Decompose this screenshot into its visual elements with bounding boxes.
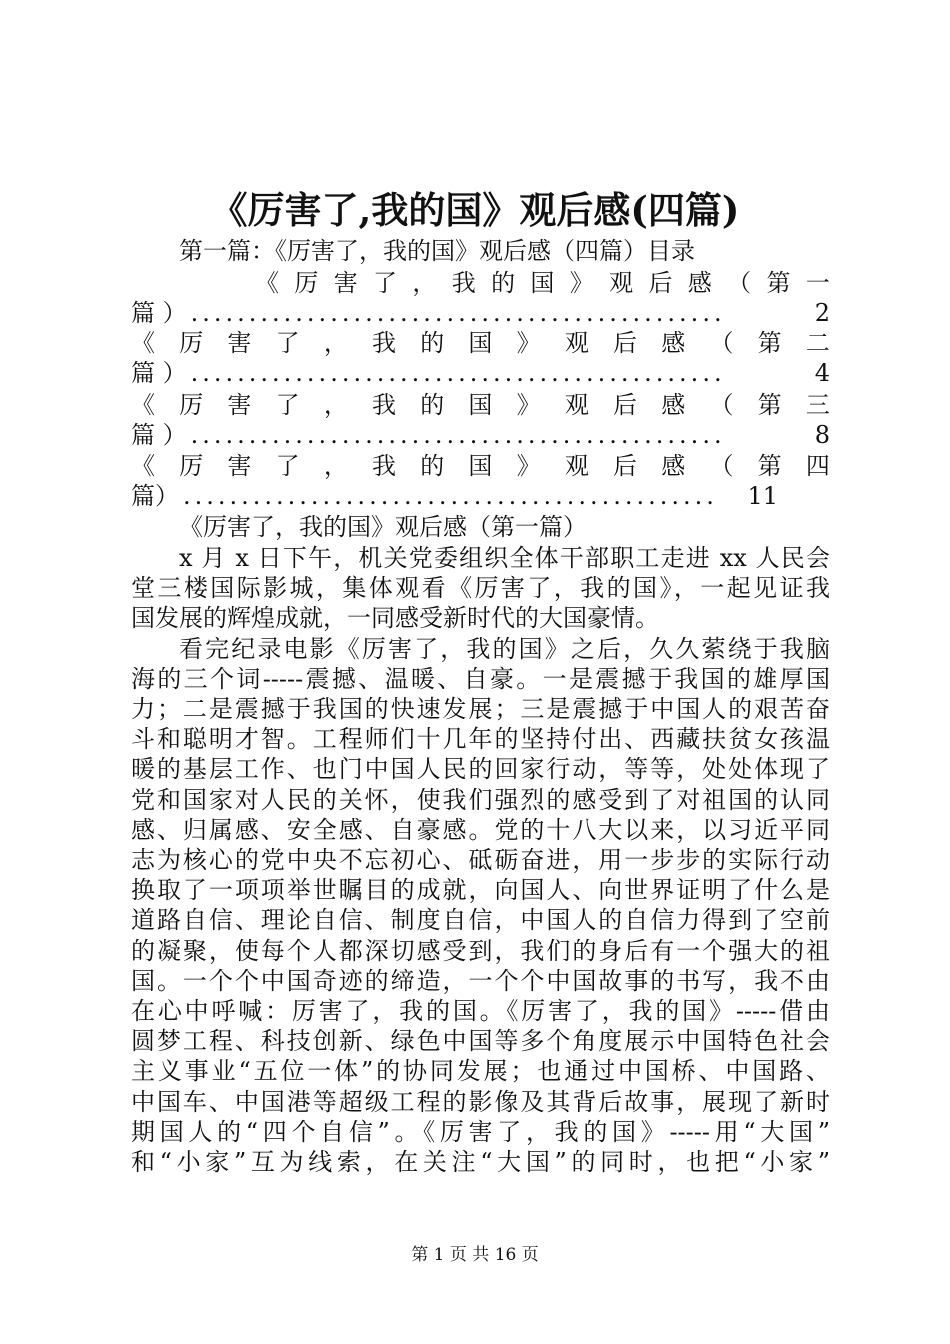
- toc-entry-char: 》: [569, 269, 594, 297]
- toc-entry-char: 》: [516, 452, 541, 480]
- toc-entry-char: 害: [227, 452, 252, 480]
- toc-entry-char: 一: [805, 269, 830, 297]
- toc-entry-char: 三: [805, 391, 830, 419]
- toc-entry-char: 国: [468, 452, 493, 480]
- toc-entry-char: 厉: [179, 452, 204, 480]
- body-line: 期国人的“四个自信”。《厉害了，我的国》-----用“大国”: [131, 1117, 830, 1146]
- toc-entry-char: 害: [333, 269, 358, 297]
- toc-entry-char: 的: [491, 269, 516, 297]
- body-line: 换取了一项项举世瞩目的成就，向国人、向世界证明了什么是: [131, 876, 830, 905]
- toc-entry-char: 感: [661, 391, 686, 419]
- toc-entry-1-tail: 篇 ）: [131, 299, 187, 327]
- section-heading: 《厉害了，我的国》观后感（第一篇）: [179, 513, 587, 541]
- toc-entry-char: 《: [131, 391, 155, 419]
- toc-entry-char: 》: [516, 391, 541, 419]
- toc-entry-char: （: [709, 452, 734, 480]
- toc-entry-char: 厉: [179, 391, 204, 419]
- toc-entry-char: 的: [420, 391, 445, 419]
- toc-entry-char: 观: [609, 269, 634, 297]
- toc-entry-char: 我: [372, 452, 397, 480]
- body-line: 暖的基层工作、也门中国人民的回家行动，等等，处处体现了: [131, 755, 830, 784]
- toc-entry-char: 国: [468, 391, 493, 419]
- toc-entry-3-tail: 篇 ）: [131, 421, 187, 449]
- body-line: 国发展的辉煌成就，一同感受新时代的大国豪情。: [131, 604, 659, 633]
- toc-entry-char: 我: [372, 391, 397, 419]
- toc-entry-char: 国: [530, 269, 555, 297]
- toc-entry-3-page: 8: [814, 421, 830, 449]
- toc-entry-char: 国: [468, 329, 493, 357]
- toc-entry-char: 了: [373, 269, 398, 297]
- toc-entry-3-dots: ..............................................: [190, 421, 726, 449]
- body-line: 力；二是震撼于我国的快速发展；三是震撼于中国人的艰苦奋: [131, 695, 830, 723]
- toc-entry-char: 害: [227, 329, 252, 357]
- toc-entry-char: 感: [687, 269, 712, 297]
- body-line: 主义事业“五位一体”的协同发展；也通过中国桥、中国路、: [131, 1057, 830, 1086]
- toc-entry-char: 厉: [179, 329, 204, 357]
- toc-entry-char: 》: [516, 329, 541, 357]
- document-title: 《厉害了,我的国》观后感(四篇): [210, 188, 740, 232]
- toc-entry-char: 的: [420, 452, 445, 480]
- toc-entry-char: 了: [275, 452, 300, 480]
- toc-entry-char: 感: [661, 329, 686, 357]
- toc-entry-char: 了: [275, 391, 300, 419]
- toc-entry-1-label[interactable]: [255, 268, 830, 298]
- toc-entry-1-page: 2: [814, 299, 830, 327]
- toc-entry-2-leader[interactable]: [131, 358, 830, 388]
- body-line: 和“小家”互为线索，在关注“大国”的同时，也把“小家”: [131, 1148, 830, 1176]
- body-line: 在心中呼喊：厉害了，我的国。《厉害了，我的国》-----借由: [131, 997, 830, 1025]
- toc-entry-4-tail: 篇）: [131, 482, 179, 510]
- toc-entry-char: ，: [323, 452, 348, 480]
- body-line: 圆梦工程、科技创新、绿色中国等多个角度展示中国特色社会: [131, 1027, 830, 1056]
- toc-entry-2-page: 4: [814, 359, 830, 387]
- toc-entry-char: 厉: [294, 269, 319, 297]
- body-line: 中国车、中国港等超级工程的影像及其背后故事，展现了新时: [131, 1087, 830, 1116]
- toc-entry-char: 《: [131, 452, 155, 480]
- body-line: 看完纪录电影《厉害了，我的国》之后，久久萦绕于我脑: [179, 634, 830, 663]
- toc-entry-char: 第: [766, 269, 791, 297]
- body-line: 道路自信、理论自信、制度自信，中国人的自信力得到了空前: [131, 906, 830, 935]
- toc-entry-char: 后: [613, 329, 638, 357]
- body-line: 海的三个词-----震撼、温暖、自豪。一是震撼于我国的雄厚国: [131, 664, 830, 693]
- toc-entry-3-leader[interactable]: [131, 420, 830, 450]
- toc-entry-char: 四: [805, 452, 830, 480]
- toc-heading: 第一篇：《厉害了，我的国》观后感（四篇）目录: [179, 237, 695, 265]
- body-line: 堂三楼国际影城，集体观看《厉害了，我的国》，一起见证我: [131, 574, 830, 603]
- toc-entry-char: （: [709, 329, 734, 357]
- toc-entry-char: 后: [613, 391, 638, 419]
- toc-entry-2-dots: ..............................................: [190, 359, 726, 387]
- toc-entry-1-dots: ..............................................: [190, 299, 726, 327]
- toc-entry-char: 后: [613, 452, 638, 480]
- toc-entry-char: 感: [661, 452, 686, 480]
- body-line: 志为核心的党中央不忘初心、砥砺奋进，用一步步的实际行动: [131, 846, 830, 874]
- toc-entry-char: 第: [757, 329, 782, 357]
- toc-entry-char: 我: [451, 269, 476, 297]
- toc-entry-1-leader[interactable]: [131, 298, 830, 328]
- toc-entry-char: 害: [227, 391, 252, 419]
- toc-entry-char: 后: [648, 269, 673, 297]
- body-line: 国。一个个中国奇迹的缔造，一个个中国故事的书写，我不由: [131, 966, 830, 995]
- toc-entry-char: 第: [757, 452, 782, 480]
- toc-entry-char: 了: [275, 329, 300, 357]
- body-line: 感、归属感、安全感、自豪感。党的十八大以来，以习近平同: [131, 815, 830, 844]
- toc-entry-char: ，: [412, 269, 437, 297]
- toc-entry-char: （: [709, 391, 734, 419]
- toc-entry-char: 第: [757, 391, 782, 419]
- toc-entry-char: 我: [372, 329, 397, 357]
- toc-entry-char: 的: [420, 329, 445, 357]
- page-footer: 第 1 页 共 16 页: [411, 1245, 539, 1265]
- toc-entry-4-label[interactable]: [131, 451, 830, 481]
- toc-entry-char: ，: [323, 391, 348, 419]
- toc-entry-3-label[interactable]: [131, 390, 830, 420]
- toc-entry-char: 二: [805, 329, 830, 357]
- toc-entry-char: 观: [564, 391, 589, 419]
- toc-entry-4-leader[interactable]: [131, 481, 778, 511]
- toc-entry-char: 《: [131, 329, 155, 357]
- toc-entry-2-tail: 篇 ）: [131, 359, 187, 387]
- toc-entry-char: ，: [323, 329, 348, 357]
- toc-entry-char: （: [727, 269, 752, 297]
- toc-entry-char: 观: [564, 452, 589, 480]
- toc-entry-char: 观: [564, 329, 589, 357]
- toc-entry-char: 《: [255, 269, 279, 297]
- toc-entry-4-dots: ..............................................: [183, 482, 718, 510]
- body-line: 斗和聪明才智。工程师们十几年的坚持付出、西藏扶贫女孩温: [131, 725, 830, 754]
- toc-entry-2-label[interactable]: [131, 328, 830, 358]
- toc-entry-4-page: 11: [747, 482, 778, 510]
- body-line: 的凝聚，使每个人都深切感受到，我们的身后有一个强大的祖: [131, 936, 830, 965]
- body-line: 党和国家对人民的关怀，使我们强烈的感受到了对祖国的认同: [131, 785, 830, 814]
- body-line: x 月 x 日下午，机关党委组织全体干部职工走进 xx 人民会: [179, 544, 830, 572]
